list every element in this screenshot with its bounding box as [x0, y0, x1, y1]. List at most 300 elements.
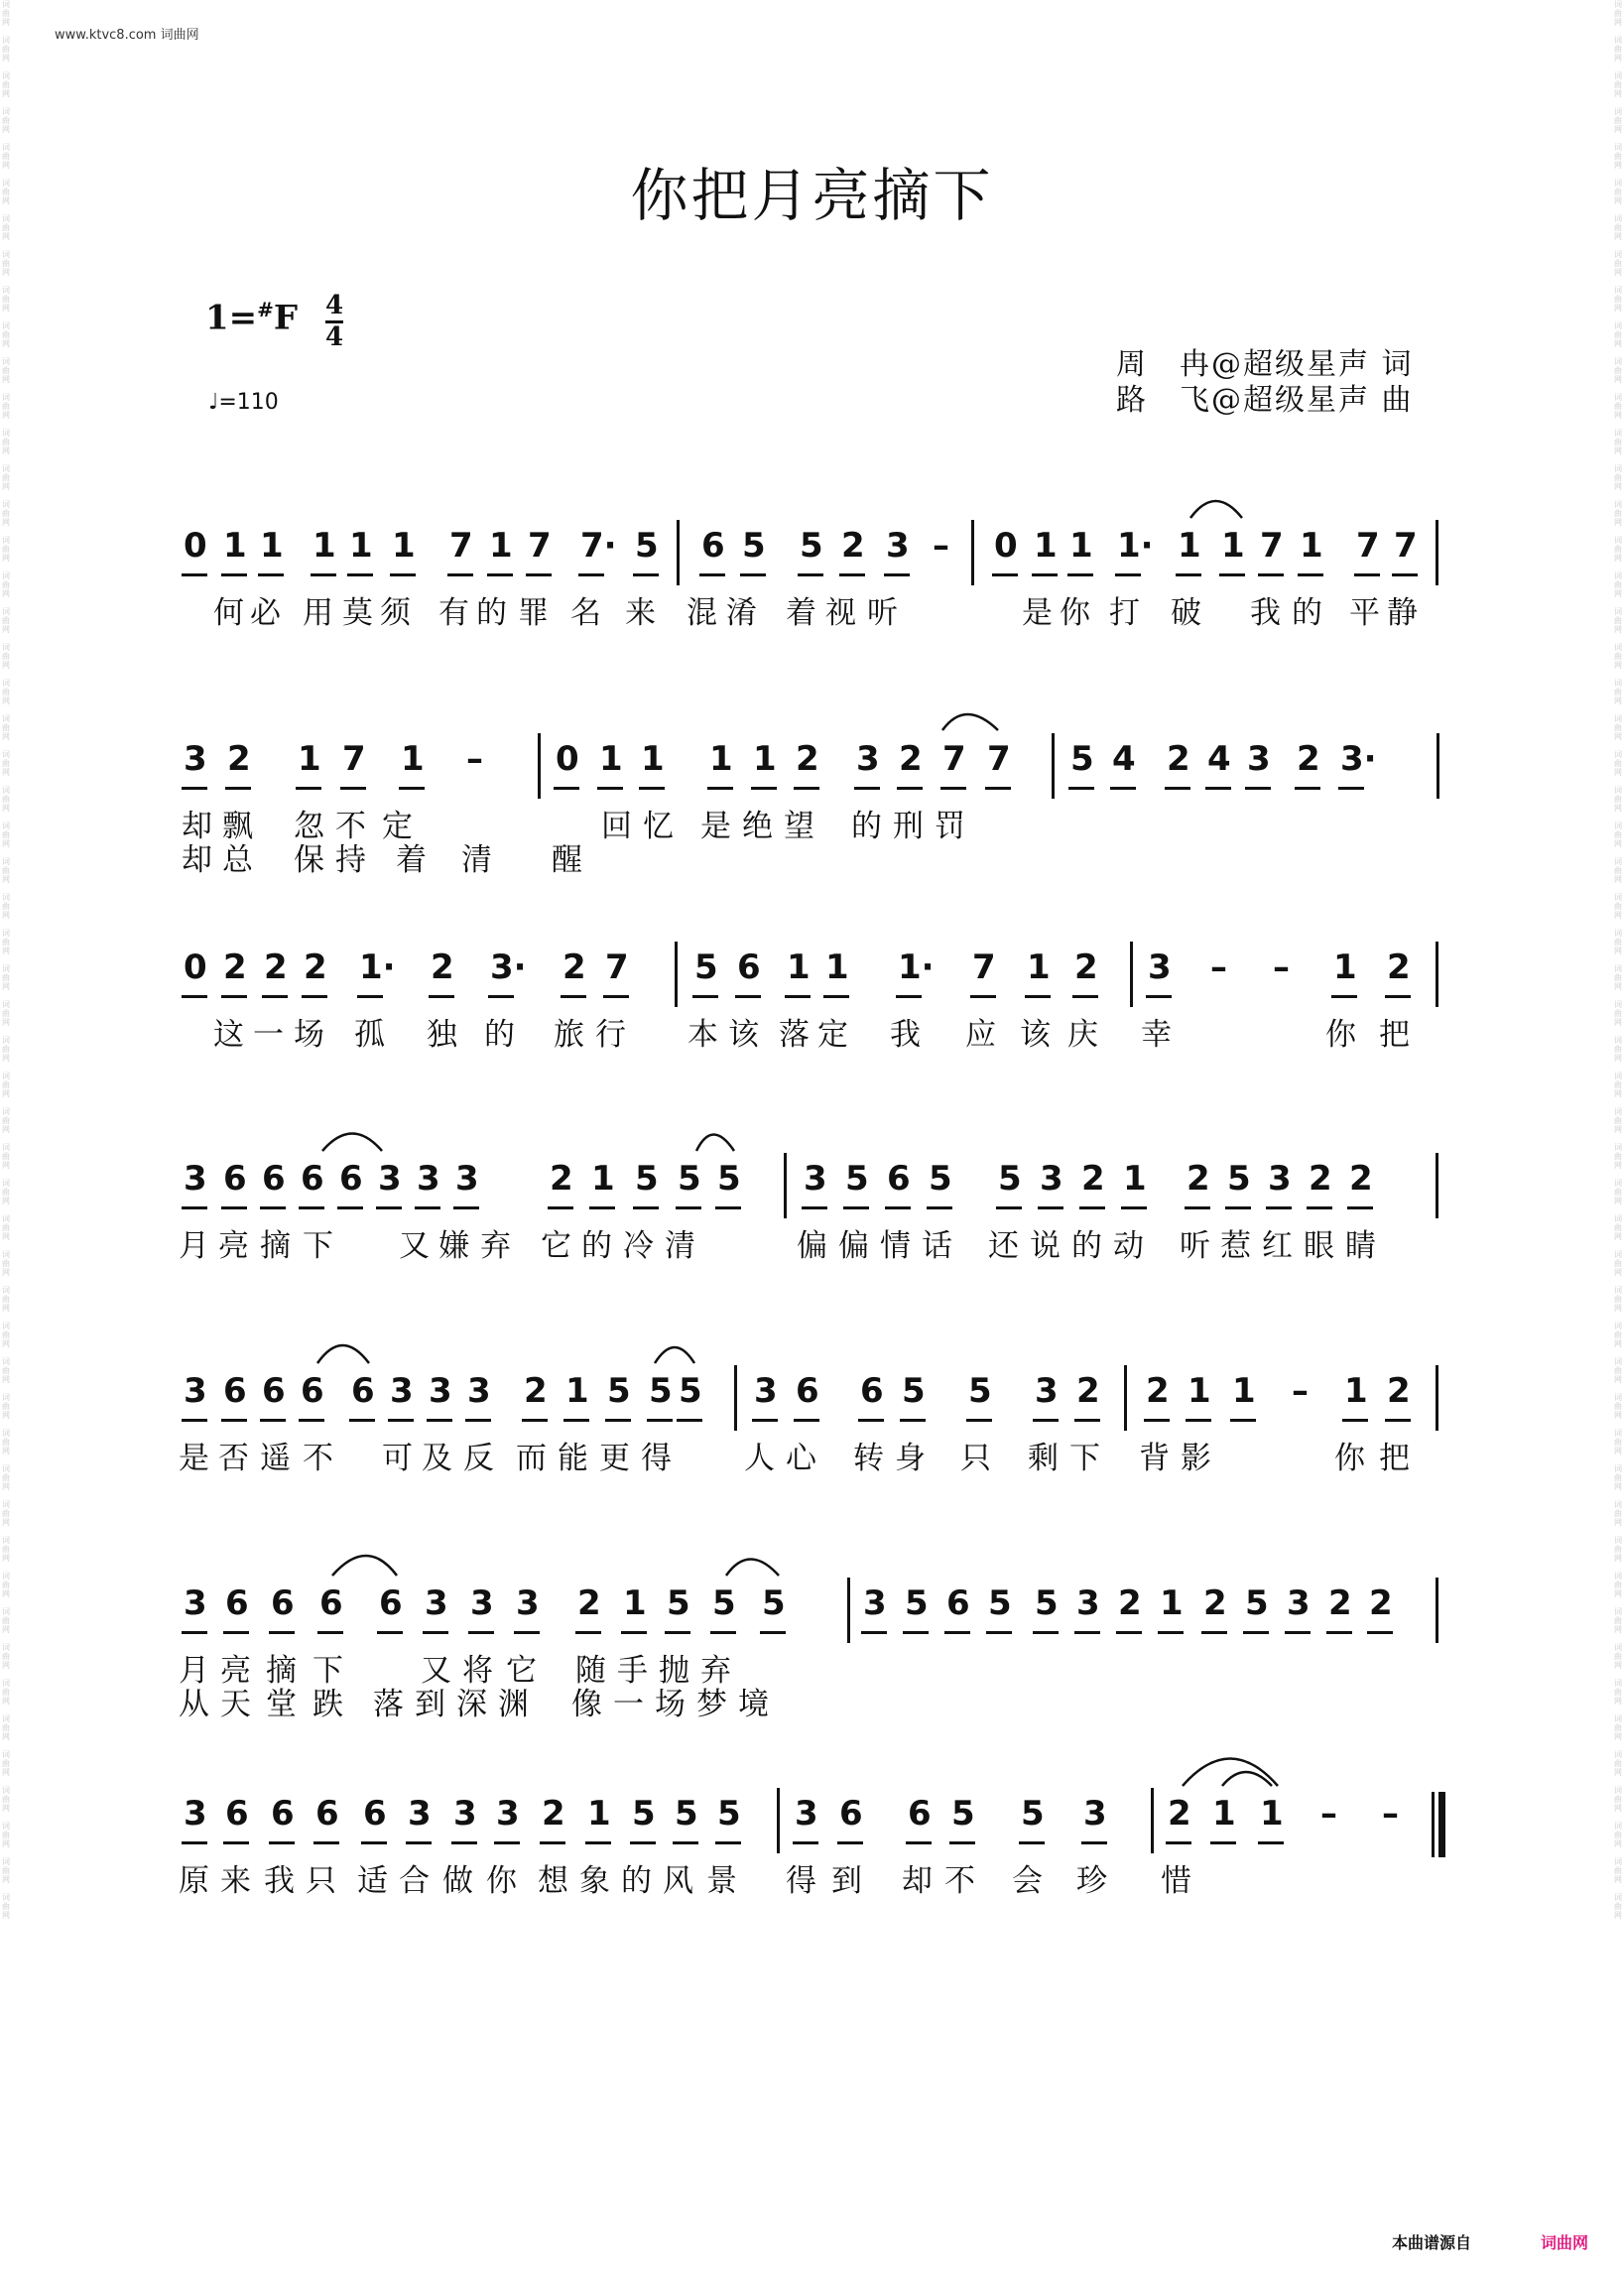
watermark-glyph: 词	[2, 1679, 10, 1688]
watermark-glyph: 曲	[2, 938, 10, 947]
watermark-glyph: 词	[1614, 143, 1622, 152]
note: 6	[223, 1159, 247, 1199]
watermark-glyph: 词	[2, 643, 10, 652]
watermark-glyph: 曲	[2, 545, 10, 554]
lyric-syllable: 绝	[742, 809, 773, 844]
watermark-glyph: 词	[1614, 1357, 1622, 1366]
watermark-glyph: 网	[2, 839, 10, 848]
lyric-syllable: 人	[744, 1441, 775, 1476]
watermark-glyph: 词	[1614, 286, 1622, 295]
watermark-glyph: 网	[1614, 89, 1622, 98]
watermark-glyph: 曲	[2, 973, 10, 982]
note: 3	[1083, 1794, 1107, 1834]
watermark-glyph: 网	[1614, 1768, 1622, 1777]
lyric-syllable: 听	[1180, 1228, 1210, 1264]
lyric-syllable: 我	[890, 1017, 921, 1053]
note: 1	[1034, 526, 1058, 566]
note: –	[466, 739, 483, 779]
watermark-glyph: 词	[2, 1357, 10, 1366]
watermark-glyph: 曲	[1614, 1152, 1622, 1161]
watermark-glyph: 曲	[1614, 580, 1622, 589]
note: 7	[1394, 526, 1418, 566]
watermark-glyph: 词	[2, 286, 10, 295]
note: 5	[675, 1794, 698, 1834]
lyric-syllable: 心	[786, 1441, 816, 1476]
note: 7	[449, 526, 473, 566]
watermark-glyph: 网	[1614, 839, 1622, 848]
note: 1	[709, 739, 733, 779]
note: 3	[467, 1371, 491, 1411]
watermark-glyph: 曲	[1614, 330, 1622, 339]
watermark-glyph: 网	[1614, 18, 1622, 27]
lyric-syllable: 堂	[266, 1687, 297, 1722]
watermark-glyph: 曲	[1614, 1009, 1622, 1018]
note: 6	[319, 1583, 343, 1623]
lyric-syllable: 定	[382, 809, 413, 844]
lyric-syllable: 能	[558, 1441, 588, 1476]
note: 2	[1187, 1159, 1210, 1199]
note: 1	[1212, 1794, 1236, 1834]
lyric-syllable: 风	[663, 1863, 693, 1899]
lyric-syllable: 何	[213, 595, 244, 631]
note: 1·	[898, 948, 935, 987]
note: 3	[429, 1371, 452, 1411]
note: 3	[425, 1583, 448, 1623]
note: 7	[942, 739, 966, 779]
lyric-syllable: 将	[462, 1653, 493, 1689]
lyric-syllable: 又	[399, 1228, 430, 1264]
watermark-glyph: 词	[1614, 1214, 1622, 1223]
note: 2	[1387, 948, 1411, 987]
lyric-syllable: 清	[461, 842, 492, 878]
lyric-syllable: 回	[601, 809, 632, 844]
lyric-syllable: 的	[484, 1017, 515, 1053]
watermark-glyph: 词	[2, 1750, 10, 1759]
watermark-glyph: 曲	[2, 1438, 10, 1447]
note: 6	[225, 1794, 249, 1834]
watermark-glyph: 曲	[2, 330, 10, 339]
watermark-glyph: 曲	[2, 759, 10, 768]
watermark-glyph: 网	[2, 1875, 10, 1884]
watermark-glyph: 词	[2, 1143, 10, 1152]
lyric-syllable: 适	[357, 1863, 388, 1899]
lyric-syllable: 一	[253, 1017, 284, 1053]
footer-site-link[interactable]: 词曲网	[1541, 2233, 1589, 2252]
note: 3	[754, 1371, 778, 1411]
watermark-glyph: 词	[2, 464, 10, 473]
lyric-syllable: 手	[617, 1653, 648, 1689]
slur-row6-a	[332, 1556, 397, 1576]
watermark-glyph: 词	[2, 357, 10, 366]
watermark-glyph: 词	[1614, 1393, 1622, 1402]
watermark-glyph: 网	[1614, 125, 1622, 134]
lyric-syllable: 混	[687, 595, 717, 631]
watermark-glyph: 曲	[2, 1759, 10, 1768]
watermark-glyph: 网	[2, 1661, 10, 1670]
lyric-syllable: 弃	[480, 1228, 511, 1264]
note: 3	[856, 739, 880, 779]
watermark-glyph: 网	[1614, 1661, 1622, 1670]
watermark-glyph: 网	[2, 518, 10, 527]
lyric-syllable: 的	[476, 595, 507, 631]
watermark-glyph: 网	[1614, 1125, 1622, 1134]
watermark-glyph: 词	[2, 1714, 10, 1723]
watermark-glyph: 曲	[1614, 1473, 1622, 1482]
watermark-glyph: 曲	[2, 1330, 10, 1339]
watermark-glyph: 词	[1614, 929, 1622, 938]
watermark-glyph: 曲	[1614, 366, 1622, 375]
lyric-syllable: 下	[312, 1653, 343, 1689]
watermark-glyph: 曲	[2, 188, 10, 196]
watermark-glyph: 词	[2, 1393, 10, 1402]
watermark-glyph: 网	[1614, 1732, 1622, 1741]
note: 5	[1245, 1583, 1269, 1623]
lyric-syllable: 摘	[260, 1228, 291, 1264]
lyric-syllable: 惹	[1220, 1228, 1251, 1264]
watermark-glyph: 曲	[1614, 688, 1622, 696]
watermark-glyph: 网	[1614, 1804, 1622, 1813]
note: 3	[378, 1159, 402, 1199]
lyric-syllable: 我	[264, 1863, 295, 1899]
lyric-syllable: 这	[213, 1017, 244, 1053]
watermark-glyph: 词	[2, 750, 10, 759]
watermark-glyph: 词	[1614, 822, 1622, 830]
watermark-glyph: 网	[2, 1482, 10, 1491]
note: 3	[496, 1794, 520, 1834]
watermark-glyph: 网	[2, 1768, 10, 1777]
watermark-glyph: 词	[1614, 1322, 1622, 1330]
watermark-glyph: 网	[2, 125, 10, 134]
watermark-glyph: 词	[2, 143, 10, 152]
watermark-glyph: 网	[1614, 161, 1622, 170]
lyric-syllable: 忆	[643, 809, 674, 844]
watermark-glyph: 词	[2, 929, 10, 938]
watermark-glyph: 词	[1614, 1250, 1622, 1259]
watermark-glyph: 网	[1614, 1447, 1622, 1455]
note: –	[1320, 1794, 1337, 1834]
watermark-glyph: 词	[1614, 857, 1622, 866]
watermark-glyph: 网	[2, 1554, 10, 1563]
lyric-syllable: 的	[1071, 1228, 1102, 1264]
note: 5	[742, 526, 766, 566]
watermark-glyph: 网	[2, 1697, 10, 1706]
watermark-glyph: 网	[1614, 1304, 1622, 1313]
watermark-glyph: 网	[1614, 1839, 1622, 1848]
watermark-glyph: 网	[1614, 196, 1622, 205]
watermark-glyph: 曲	[2, 1402, 10, 1411]
lyric-syllable: 眼	[1304, 1228, 1334, 1264]
watermark-glyph: 网	[1614, 1339, 1622, 1348]
watermark-glyph: 词	[1614, 571, 1622, 580]
lyric-syllable: 的	[1292, 595, 1322, 631]
note: 2	[227, 739, 251, 779]
lyric-syllable: 不	[303, 1441, 333, 1476]
lyric-syllable: 却	[902, 1863, 933, 1899]
watermark-glyph: 网	[2, 875, 10, 884]
watermark-glyph: 网	[1614, 1375, 1622, 1384]
watermark-glyph: 网	[2, 732, 10, 741]
sharp-sign: #	[257, 298, 274, 321]
note: 3	[1076, 1583, 1100, 1623]
note: 2	[1387, 1371, 1411, 1411]
lyric-syllable: 跌	[312, 1687, 343, 1722]
lyric-syllable: 还	[988, 1228, 1019, 1264]
lyric-syllable: 醒	[552, 842, 582, 878]
watermark-glyph: 词	[1614, 36, 1622, 45]
note: 2	[1168, 1794, 1191, 1834]
note: 6	[315, 1794, 339, 1834]
watermark-glyph: 词	[2, 1072, 10, 1080]
watermark-glyph: 网	[1614, 732, 1622, 741]
note: 3	[1268, 1159, 1292, 1199]
note: 3	[390, 1371, 414, 1411]
lyric-syllable: 反	[463, 1441, 494, 1476]
note: 3	[886, 526, 910, 566]
watermark-glyph: 网	[1614, 1589, 1622, 1598]
note: 6	[363, 1794, 387, 1834]
note: 6	[351, 1371, 375, 1411]
note: 3·	[1340, 739, 1377, 779]
lyric-syllable: 背	[1139, 1441, 1170, 1476]
watermark-glyph: 词	[2, 571, 10, 580]
slur-row7-a	[1183, 1759, 1278, 1787]
lyric-syllable: 是	[1022, 595, 1053, 631]
note: 3	[470, 1583, 494, 1623]
watermark-glyph: 网	[2, 1232, 10, 1241]
note: 6	[701, 526, 725, 566]
watermark-glyph: 网	[2, 625, 10, 634]
lyric-syllable: 弃	[700, 1653, 731, 1689]
note: 1	[260, 526, 284, 566]
note: 1	[641, 739, 665, 779]
watermark-glyph: 曲	[1614, 545, 1622, 554]
watermark-glyph: 词	[2, 1607, 10, 1616]
watermark-glyph: 词	[2, 1822, 10, 1831]
watermark-glyph: 词	[1614, 71, 1622, 80]
note: 3	[184, 1794, 207, 1834]
lyric-syllable: 会	[1012, 1863, 1043, 1899]
note: 1	[599, 739, 623, 779]
watermark-glyph: 曲	[1614, 1795, 1622, 1804]
watermark-glyph: 网	[1614, 1697, 1622, 1706]
lyric-syllable: 梦	[696, 1687, 727, 1722]
note: 2	[1076, 1371, 1100, 1411]
watermark-glyph: 曲	[2, 1188, 10, 1197]
note: 2	[1081, 1159, 1105, 1199]
note: 2	[1309, 1159, 1332, 1199]
lyric-syllable: 一	[613, 1687, 644, 1722]
watermark-glyph: 曲	[2, 1473, 10, 1482]
note: 1	[401, 739, 425, 779]
watermark-glyph: 曲	[1614, 1330, 1622, 1339]
lyric-syllable: 罪	[518, 595, 549, 631]
watermark-glyph: 词	[1614, 500, 1622, 509]
lyric-syllable: 话	[922, 1228, 952, 1264]
watermark-glyph: 词	[1614, 1714, 1622, 1723]
note: 1	[1260, 1794, 1284, 1834]
watermark-glyph: 网	[1614, 375, 1622, 384]
watermark-glyph: 词	[2, 1214, 10, 1223]
note: –	[1273, 948, 1290, 987]
watermark-glyph: 网	[2, 1339, 10, 1348]
note: 1	[1344, 1371, 1368, 1411]
note: 3	[453, 1794, 477, 1834]
watermark-glyph: 词	[2, 1500, 10, 1509]
watermark-glyph: 网	[2, 1625, 10, 1634]
watermark-glyph: 词	[1614, 464, 1622, 473]
watermark-glyph: 网	[1614, 54, 1622, 63]
lyric-syllable: 幸	[1141, 1017, 1172, 1053]
watermark-glyph: 曲	[2, 866, 10, 875]
lyric-syllable: 亮	[218, 1228, 249, 1264]
watermark-glyph: 词	[2, 1464, 10, 1473]
watermark-glyph: 曲	[2, 1009, 10, 1018]
note: 3	[408, 1794, 432, 1834]
note: 1	[1232, 1371, 1256, 1411]
lyric-syllable: 原	[179, 1863, 209, 1899]
lyric-syllable: 想	[538, 1863, 568, 1899]
lyric-syllable: 着	[786, 595, 816, 631]
note: 5	[717, 1159, 741, 1199]
watermark-glyph: 词	[2, 1786, 10, 1795]
footer-source-label: 本曲谱源自	[1392, 2233, 1472, 2252]
note: 7	[972, 948, 996, 987]
slur-row1	[1190, 501, 1242, 518]
lyric-syllable: 莫	[342, 595, 373, 631]
lyric-syllable: 只	[306, 1863, 336, 1899]
watermark-glyph: 网	[2, 911, 10, 920]
note: 7	[1260, 526, 1284, 566]
note: 5	[667, 1583, 690, 1623]
note: 3	[1148, 948, 1172, 987]
watermark-glyph: 曲	[2, 1545, 10, 1554]
watermark-glyph: 曲	[2, 509, 10, 518]
note: 3	[1040, 1159, 1063, 1199]
watermark-glyph: 曲	[1614, 1223, 1622, 1232]
watermark-glyph: 网	[1614, 911, 1622, 920]
note: 2	[796, 739, 819, 779]
watermark-glyph: 词	[2, 1572, 10, 1581]
note: 6	[839, 1794, 863, 1834]
watermark-glyph: 词	[1614, 1179, 1622, 1188]
watermark-glyph: 曲	[2, 1366, 10, 1375]
slur-row2	[942, 714, 998, 730]
note: 2	[1328, 1583, 1352, 1623]
note: 5	[1021, 1794, 1045, 1834]
watermark-glyph: 词	[1614, 1607, 1622, 1616]
tempo-marking: ♩=110	[208, 390, 279, 415]
watermark-glyph: 词	[2, 1857, 10, 1866]
watermark-glyph: 曲	[1614, 1045, 1622, 1054]
watermark-glyph: 曲	[2, 652, 10, 661]
watermark-glyph: 词	[1614, 1429, 1622, 1438]
watermark-glyph: 曲	[2, 438, 10, 446]
note: 2	[899, 739, 923, 779]
watermark-glyph: 词	[1614, 1036, 1622, 1045]
lyric-syllable: 清	[665, 1228, 695, 1264]
note: 5	[951, 1794, 975, 1834]
watermark-glyph: 网	[1614, 589, 1622, 598]
lyric-syllable: 我	[1250, 595, 1281, 631]
watermark-glyph: 网	[2, 1018, 10, 1027]
watermark-glyph: 网	[1614, 982, 1622, 991]
watermark-glyph: 网	[2, 161, 10, 170]
note: 5	[845, 1159, 869, 1199]
watermark-glyph: 词	[2, 0, 10, 9]
watermark-glyph: 词	[2, 679, 10, 688]
lyric-syllable: 却	[182, 842, 212, 878]
lyric-syllable: 境	[738, 1687, 769, 1722]
note: 4	[1112, 739, 1136, 779]
watermark-glyph: 曲	[1614, 1759, 1622, 1768]
lyric-syllable: 渊	[498, 1687, 529, 1722]
lyric-syllable: 来	[220, 1863, 251, 1899]
lyric-syllable: 睛	[1345, 1228, 1376, 1264]
note: 6	[225, 1583, 249, 1623]
watermark-glyph: 曲	[2, 45, 10, 54]
note: 3	[455, 1159, 479, 1199]
watermark-glyph: 网	[1614, 1411, 1622, 1420]
watermark-glyph: 曲	[2, 473, 10, 482]
note: 5	[1070, 739, 1094, 779]
key-note: F	[273, 298, 299, 338]
watermark-glyph: 词	[1614, 1857, 1622, 1866]
lyric-syllable: 飘	[222, 809, 253, 844]
watermark-glyph: 网	[2, 89, 10, 98]
watermark-glyph: 词	[1614, 1893, 1622, 1902]
lyric-syllable: 动	[1113, 1228, 1144, 1264]
watermark-glyph: 词	[2, 893, 10, 902]
note: 3·	[490, 948, 527, 987]
note: 2	[524, 1371, 548, 1411]
watermark-glyph: 词	[2, 1322, 10, 1330]
watermark-glyph: 曲	[1614, 295, 1622, 304]
lyric-syllable: 你	[1334, 1441, 1365, 1476]
watermark-glyph: 词	[2, 1286, 10, 1295]
lyric-syllable: 须	[380, 595, 411, 631]
lyric-syllable: 偏	[797, 1228, 827, 1264]
watermark-glyph: 词	[1614, 0, 1622, 9]
site-header[interactable]: www.ktvc8.com 词曲网	[55, 28, 199, 43]
watermark-glyph: 网	[2, 304, 10, 313]
lyric-syllable: 影	[1181, 1441, 1211, 1476]
lyric-syllable: 把	[1379, 1017, 1410, 1053]
lyric-syllable: 是	[700, 809, 731, 844]
watermark-glyph: 曲	[2, 1152, 10, 1161]
watermark-glyph: 词	[1614, 1572, 1622, 1581]
watermark-glyph: 词	[1614, 1464, 1622, 1473]
note: 2	[304, 948, 327, 987]
watermark-glyph: 曲	[2, 1831, 10, 1839]
note: 7	[342, 739, 366, 779]
watermark-glyph: 曲	[2, 1902, 10, 1911]
note: 0	[994, 526, 1018, 566]
watermark-glyph: 曲	[2, 1581, 10, 1589]
watermark-glyph: 曲	[2, 1509, 10, 1518]
watermark-glyph: 曲	[1614, 223, 1622, 232]
watermark-glyph: 曲	[1614, 652, 1622, 661]
watermark-glyph: 曲	[2, 366, 10, 375]
watermark-glyph: 词	[1614, 214, 1622, 223]
watermark-glyph: 网	[2, 804, 10, 813]
lyric-syllable: 转	[853, 1441, 884, 1476]
note: 5	[1227, 1159, 1251, 1199]
note: 2	[542, 1794, 565, 1834]
watermark-glyph: 曲	[2, 295, 10, 304]
watermark-glyph: 词	[1614, 786, 1622, 795]
watermark-glyph: 词	[1614, 250, 1622, 259]
note: 6	[301, 1159, 324, 1199]
